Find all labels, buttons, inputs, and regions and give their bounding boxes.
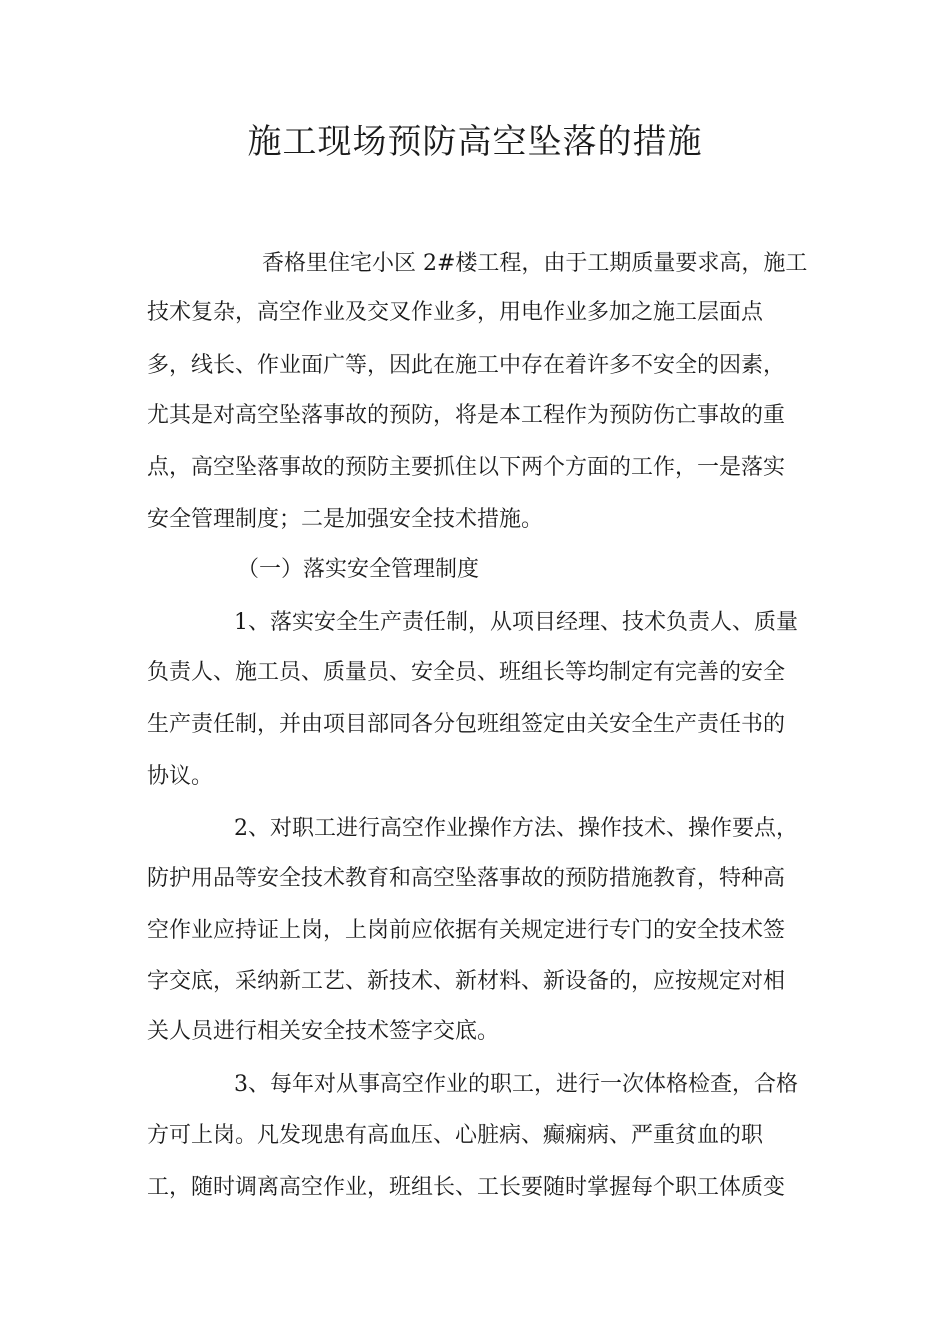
paragraph-line: 空作业应持证上岗，上岗前应依据有关规定进行专门的安全技术签 [147, 918, 786, 943]
paragraph-line: 2、对职工进行高空作业操作方法、操作技术、操作要点， [234, 816, 798, 841]
paragraph-line: 1、落实安全生产责任制，从项目经理、技术负责人、质量 [234, 610, 798, 635]
paragraph-line: 协议。 [147, 764, 214, 789]
paragraph-line: 香格里住宅小区 2#楼工程，由于工期质量要求高，施工 [262, 251, 808, 276]
paragraph-line: 字交底，采纳新工艺、新技术、新材料、新设备的，应按规定对相 [147, 969, 786, 994]
paragraph-line: 3、每年对从事高空作业的职工，进行一次体格检查，合格 [234, 1072, 798, 1097]
paragraph-line: 方可上岗。凡发现患有高血压、心脏病、癫痫病、严重贫血的职 [147, 1123, 764, 1148]
paragraph-line: 多，线长、作业面广等，因此在施工中存在着许多不安全的因素， [147, 353, 786, 378]
paragraph-line: 工，随时调离高空作业，班组长、工长要随时掌握每个职工体质变 [147, 1175, 786, 1200]
document-title: 施工现场预防高空坠落的措施 [247, 122, 703, 162]
paragraph-line: 负责人、施工员、质量员、安全员、班组长等均制定有完善的安全 [147, 660, 786, 685]
paragraph-line: 点，高空坠落事故的预防主要抓住以下两个方面的工作，一是落实 [147, 455, 786, 480]
paragraph-line: 关人员进行相关安全技术签字交底。 [147, 1019, 500, 1044]
paragraph-line: 防护用品等安全技术教育和高空坠落事故的预防措施教育，特种高 [147, 866, 786, 891]
paragraph-line: 尤其是对高空坠落事故的预防，将是本工程作为预防伤亡事故的重 [147, 403, 786, 428]
paragraph-line: 技术复杂，高空作业及交叉作业多，用电作业多加之施工层面点 [147, 300, 764, 325]
paragraph-line: 生产责任制，并由项目部同各分包班组签定由关安全生产责任书的 [147, 712, 786, 737]
paragraph-line: 安全管理制度；二是加强安全技术措施。 [147, 507, 544, 532]
section-heading: （一）落实安全管理制度 [237, 557, 480, 582]
